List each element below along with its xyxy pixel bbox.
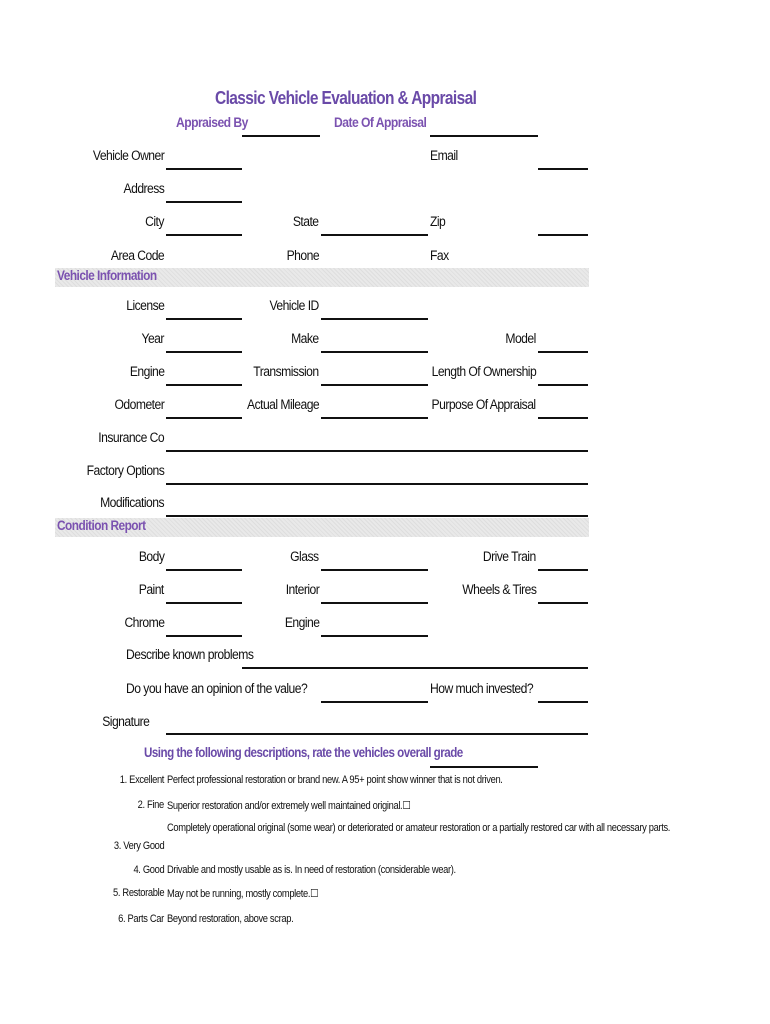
grade-4-desc: Drivable and mostly usable as is. In need of restoration (considerable wear).	[167, 864, 456, 876]
engine-field[interactable]	[166, 384, 242, 386]
opinion-of-value-field[interactable]	[321, 701, 428, 703]
grade-6-label: 6. Parts Car	[118, 913, 164, 925]
grade-3-desc: Completely operational original (some wear) or deteriorated or amateur restoration or a partially restored car with all necessary parts.	[167, 822, 671, 834]
license-field[interactable]	[166, 318, 242, 320]
how-much-invested-field[interactable]	[538, 701, 588, 703]
vehicle-owner-label: Vehicle Owner	[92, 148, 164, 163]
city-field[interactable]	[166, 234, 242, 236]
interior-label: Interior	[285, 582, 319, 597]
zip-field[interactable]	[538, 234, 588, 236]
factory-options-label: Factory Options	[86, 463, 164, 478]
model-label: Model	[505, 331, 536, 346]
grade-3-label: 3. Very Good	[113, 840, 164, 852]
chrome-label: Chrome	[124, 615, 164, 630]
grade-5-label: 5. Restorable	[112, 887, 164, 899]
fax-label: Fax	[430, 248, 449, 263]
wheels-tires-label: Wheels & Tires	[461, 582, 536, 597]
grade-2-label: 2. Fine	[137, 799, 164, 811]
actual-mileage-field[interactable]	[321, 417, 428, 419]
make-label: Make	[291, 331, 319, 346]
glass-label: Glass	[290, 549, 319, 564]
modifications-label: Modifications	[100, 495, 164, 510]
body-field[interactable]	[166, 569, 242, 571]
state-field[interactable]	[321, 234, 428, 236]
license-label: License	[125, 298, 164, 313]
body-label: Body	[138, 549, 164, 564]
drive-train-field[interactable]	[538, 569, 588, 571]
vehicle-owner-field[interactable]	[166, 168, 242, 170]
appraised-by-label: Appraised By	[176, 115, 248, 130]
grade-6-desc: Beyond restoration, above scrap.	[167, 913, 294, 925]
factory-options-field[interactable]	[166, 483, 588, 485]
engine-label: Engine	[129, 364, 164, 379]
how-much-invested-label: How much invested?	[430, 681, 534, 696]
odometer-label: Odometer	[114, 397, 164, 412]
length-of-ownership-field[interactable]	[538, 384, 588, 386]
opinion-of-value-label: Do you have an opinion of the value?	[126, 681, 308, 696]
describe-known-problems-field[interactable]	[242, 667, 588, 669]
purpose-of-appraisal-label: Purpose Of Appraisal	[431, 397, 536, 412]
grade-1-label: 1. Excellent	[119, 774, 164, 786]
overall-grade-field[interactable]	[430, 766, 538, 768]
address-label: Address	[123, 181, 164, 196]
wheels-tires-field[interactable]	[538, 602, 588, 604]
signature-field[interactable]	[166, 733, 588, 735]
transmission-field[interactable]	[321, 384, 428, 386]
city-label: City	[145, 214, 164, 229]
modifications-field[interactable]	[166, 515, 588, 517]
state-label: State	[293, 214, 319, 229]
insurance-co-field[interactable]	[166, 450, 588, 452]
grade-2-desc: Superior restoration and/or extremely well maintained original.☐	[167, 800, 411, 812]
appraised-by-field[interactable]	[242, 135, 320, 137]
model-field[interactable]	[538, 351, 588, 353]
address-field[interactable]	[166, 201, 242, 203]
condition-engine-label: Engine	[284, 615, 319, 630]
describe-known-problems-label: Describe known problems	[126, 647, 254, 662]
paint-label: Paint	[138, 582, 164, 597]
grade-5-desc: May not be running, mostly complete.☐	[167, 888, 319, 900]
email-label: Email	[430, 148, 458, 163]
area-code-label: Area Code	[110, 248, 164, 263]
glass-field[interactable]	[321, 569, 428, 571]
actual-mileage-label: Actual Mileage	[246, 397, 319, 412]
transmission-label: Transmission	[253, 364, 319, 379]
grade-prompt: Using the following descriptions, rate the vehicles overall grade	[144, 745, 463, 760]
interior-field[interactable]	[321, 602, 428, 604]
vehicle-information-heading: Vehicle Information	[57, 268, 157, 283]
year-label: Year	[141, 331, 164, 346]
email-field[interactable]	[538, 168, 588, 170]
zip-label: Zip	[430, 214, 446, 229]
condition-engine-field[interactable]	[321, 635, 428, 637]
grade-4-label: 4. Good	[133, 864, 164, 876]
drive-train-label: Drive Train	[483, 549, 536, 564]
signature-label: Signature	[101, 714, 149, 729]
insurance-co-label: Insurance Co	[98, 430, 164, 445]
phone-label: Phone	[286, 248, 319, 263]
condition-report-heading: Condition Report	[57, 518, 146, 533]
chrome-field[interactable]	[166, 635, 242, 637]
make-field[interactable]	[321, 351, 428, 353]
odometer-field[interactable]	[166, 417, 242, 419]
grade-1-desc: Perfect professional restoration or brand new. A 95+ point show winner that is not driven.	[167, 774, 503, 786]
length-of-ownership-label: Length Of Ownership	[431, 364, 536, 379]
date-of-appraisal-label: Date Of Appraisal	[334, 115, 427, 130]
paint-field[interactable]	[166, 602, 242, 604]
page-title: Classic Vehicle Evaluation & Appraisal	[215, 88, 477, 108]
year-field[interactable]	[166, 351, 242, 353]
date-of-appraisal-field[interactable]	[430, 135, 538, 137]
vehicle-id-field[interactable]	[321, 318, 428, 320]
vehicle-id-label: Vehicle ID	[269, 298, 319, 313]
purpose-of-appraisal-field[interactable]	[538, 417, 588, 419]
